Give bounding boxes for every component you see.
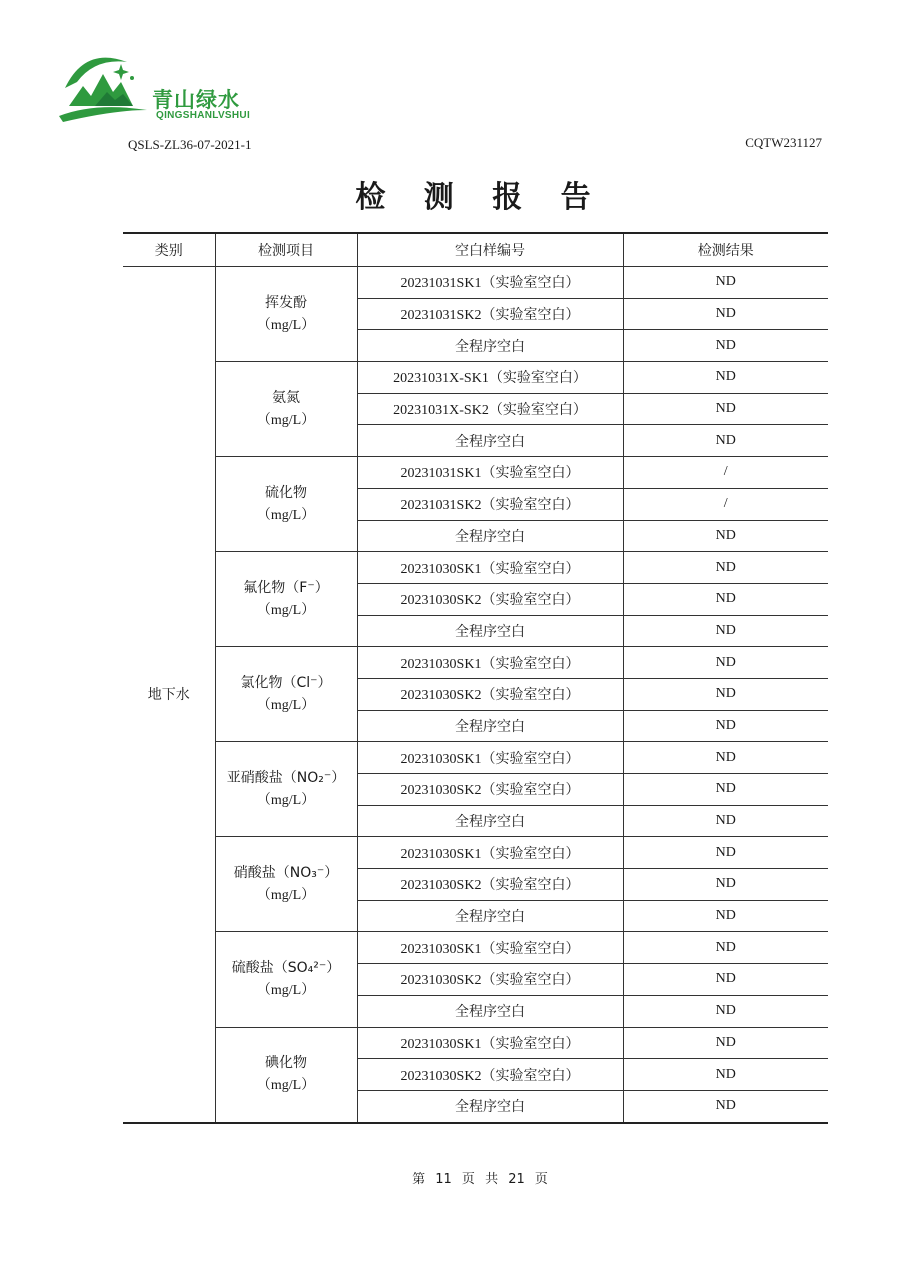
sample-id-cell: 20231030SK1（实验室空白） — [357, 552, 623, 584]
sample-id-cell: 全程序空白 — [357, 900, 623, 932]
col-header-item: 检测项目 — [215, 233, 357, 267]
result-cell: ND — [623, 298, 828, 330]
result-cell: ND — [623, 583, 828, 615]
sample-id-cell: 20231031X-SK1（实验室空白） — [357, 362, 623, 394]
test-item-cell: 氯化物（Cl⁻） （mg/L） — [215, 647, 357, 742]
result-cell: ND — [623, 1059, 828, 1091]
table-row — [123, 932, 828, 964]
result-cell: ND — [623, 742, 828, 774]
result-cell: / — [623, 457, 828, 489]
result-cell: ND — [623, 774, 828, 806]
sample-id-cell: 20231030SK2（实验室空白） — [357, 678, 623, 710]
result-cell: ND — [623, 393, 828, 425]
logo-star-icon — [113, 64, 129, 80]
table-row — [123, 552, 828, 584]
table-row — [123, 647, 828, 679]
table-row — [123, 1027, 828, 1059]
form-code: QSLS-ZL36-07-2021-1 — [128, 137, 252, 152]
sample-id-cell: 20231030SK2（实验室空白） — [357, 964, 623, 996]
table-row — [123, 362, 828, 394]
result-cell: / — [623, 488, 828, 520]
page-title: 检 测 报 告 — [355, 180, 605, 215]
sample-id-cell: 全程序空白 — [357, 330, 623, 362]
result-cell: ND — [623, 995, 828, 1027]
result-cell: ND — [623, 647, 828, 679]
result-cell: ND — [623, 425, 828, 457]
sample-id-cell: 20231030SK1（实验室空白） — [357, 1027, 623, 1059]
test-item-cell: 碘化物 （mg/L） — [215, 1027, 357, 1123]
col-header-sample: 空白样编号 — [357, 233, 623, 267]
test-item-cell: 挥发酚 （mg/L） — [215, 267, 357, 362]
table-row — [123, 742, 828, 774]
result-cell: ND — [623, 330, 828, 362]
sample-id-cell: 全程序空白 — [357, 995, 623, 1027]
result-cell: ND — [623, 837, 828, 869]
page-number: 第 11 页 共 21 页 — [412, 1172, 548, 1187]
sample-id-cell: 20231031SK2（实验室空白） — [357, 488, 623, 520]
sample-id-cell: 全程序空白 — [357, 1090, 623, 1122]
table-row — [123, 267, 828, 299]
sample-id-cell: 20231031SK1（实验室空白） — [357, 267, 623, 299]
result-cell: ND — [623, 552, 828, 584]
sample-id-cell: 20231030SK1（实验室空白） — [357, 837, 623, 869]
result-cell: ND — [623, 520, 828, 552]
sample-id-cell: 20231030SK1（实验室空白） — [357, 932, 623, 964]
sample-id-cell: 20231030SK2（实验室空白） — [357, 774, 623, 806]
result-cell: ND — [623, 615, 828, 647]
sample-id-cell: 全程序空白 — [357, 520, 623, 552]
sample-id-cell: 全程序空白 — [357, 425, 623, 457]
sample-id-cell: 20231030SK1（实验室空白） — [357, 742, 623, 774]
result-cell: ND — [623, 1027, 828, 1059]
result-cell: ND — [623, 710, 828, 742]
results-table — [123, 232, 828, 1124]
logo-name-cn: 青山绿水 — [152, 88, 240, 112]
result-cell: ND — [623, 267, 828, 299]
table-row — [123, 837, 828, 869]
col-header-result: 检测结果 — [623, 233, 828, 267]
result-cell: ND — [623, 362, 828, 394]
sample-id-cell: 20231030SK2（实验室空白） — [357, 869, 623, 901]
result-cell: ND — [623, 900, 828, 932]
sample-id-cell: 全程序空白 — [357, 710, 623, 742]
sample-id-cell: 20231031SK2（实验室空白） — [357, 298, 623, 330]
sample-id-cell: 20231030SK1（实验室空白） — [357, 647, 623, 679]
test-item-cell: 硫化物 （mg/L） — [215, 457, 357, 552]
result-cell: ND — [623, 678, 828, 710]
sample-id-cell: 20231031X-SK2（实验室空白） — [357, 393, 623, 425]
table-row — [123, 457, 828, 489]
test-item-cell: 亚硝酸盐（NO₂⁻） （mg/L） — [215, 742, 357, 837]
result-cell: ND — [623, 964, 828, 996]
test-item-cell: 硫酸盐（SO₄²⁻） （mg/L） — [215, 932, 357, 1027]
result-cell: ND — [623, 805, 828, 837]
test-item-cell: 硝酸盐（NO₃⁻） （mg/L） — [215, 837, 357, 932]
report-code: CQTW231127 — [745, 135, 822, 150]
col-header-category: 类别 — [123, 233, 215, 267]
category-cell: 地下水 — [123, 267, 215, 1123]
test-item-cell: 氨氮 （mg/L） — [215, 362, 357, 457]
result-cell: ND — [623, 932, 828, 964]
result-cell: ND — [623, 869, 828, 901]
sample-id-cell: 20231030SK2（实验室空白） — [357, 583, 623, 615]
logo-wave — [59, 107, 147, 122]
sample-id-cell: 全程序空白 — [357, 615, 623, 647]
result-cell: ND — [623, 1090, 828, 1122]
sample-id-cell: 20231031SK1（实验室空白） — [357, 457, 623, 489]
logo-name-en: QINGSHANLVSHUI — [156, 110, 251, 121]
sample-id-cell: 全程序空白 — [357, 805, 623, 837]
sample-id-cell: 20231030SK2（实验室空白） — [357, 1059, 623, 1091]
test-item-cell: 氟化物（F⁻） （mg/L） — [215, 552, 357, 647]
table-header-row — [123, 233, 828, 267]
